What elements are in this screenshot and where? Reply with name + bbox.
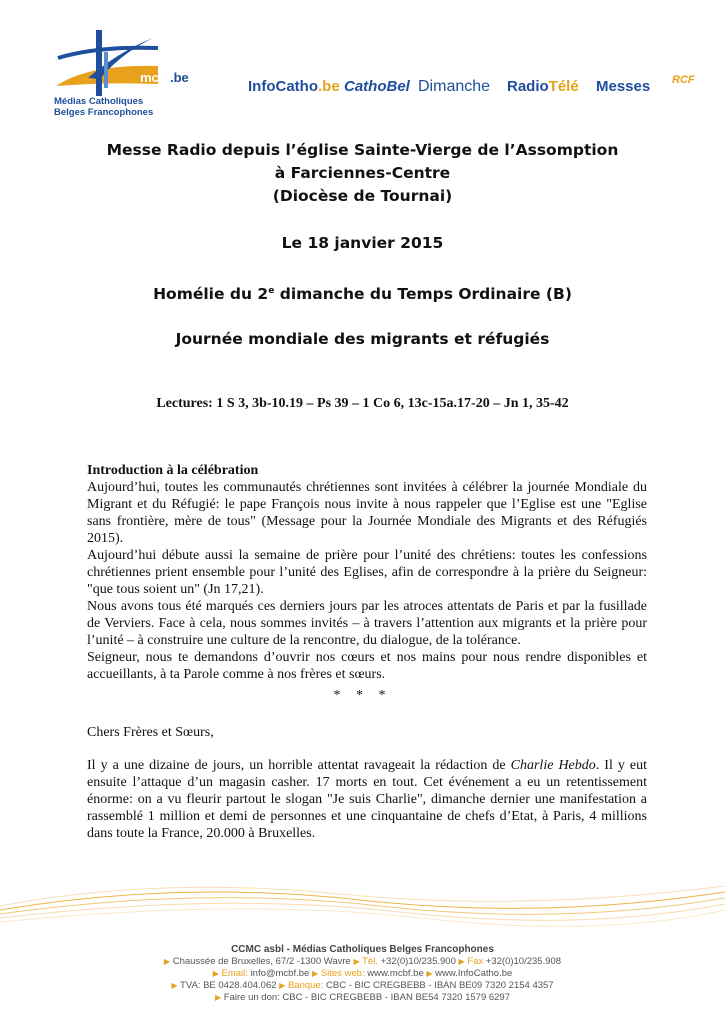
homily-paragraph-1 <box>87 757 647 842</box>
brand-infocatho <box>248 78 340 95</box>
footer-address-line <box>0 956 725 968</box>
footer-don-line <box>0 992 725 1004</box>
title-journee: Journée mondiale des migrants et réfugiés <box>175 330 550 348</box>
brand-dimanche: Dimanche <box>418 78 491 95</box>
logo-line1: Médias Catholiques <box>54 96 144 107</box>
brand-rcf: RCF <box>672 74 695 86</box>
footer-wave-decoration <box>0 870 725 940</box>
logo-line2: Belges Francophones <box>54 107 154 118</box>
homily-title-post: dimanche du Temps Ordinaire (B) <box>274 285 572 304</box>
brand-infocatho-name: InfoCatho <box>248 78 318 95</box>
footer-marker-8: ▶ <box>279 981 286 990</box>
intro-paragraph-1: Aujourd’hui, toutes les communautés chrétiennes sont invitées à célébrer la journée Mondiale du Migrant et du Réfugié: le pape François nous invite à nous rappeler que l’Eglise est une "Eglise sans frontière, mère de tous" (Message pour la Journée Mondiale des Migrants et des Réfugiés 2015). <box>87 480 647 546</box>
footer-marker-5: ▶ <box>311 969 319 978</box>
homily-title-pre: Homélie du 2 <box>153 285 269 304</box>
footer-email[interactable]: info@mcbf.be <box>250 968 310 979</box>
title-line3: (Diocèse de Tournai) <box>272 187 453 205</box>
footer-web2[interactable]: www.InfoCatho.be <box>435 968 513 979</box>
intro-paragraph-2: Aujourd’hui débute aussi la semaine de prière pour l’unité des chrétiens: toutes les confessions chrétiennes prient ensemble pour l’unité des Eglises, afin de correspondre à la prière du Seigneur: "que tous soient un" (Jn 17,21). <box>87 548 647 597</box>
logo-org-name <box>54 96 153 118</box>
title-homily <box>0 280 725 305</box>
footer-fax-label: Fax <box>467 956 484 967</box>
footer-address: Chaussée de Bruxelles, 67/2 -1300 Wavre <box>172 956 351 967</box>
title-line1: Messe Radio depuis l’église Sainte-Vierge de l’Assomption <box>106 141 619 159</box>
footer-web1[interactable]: www.mcbf.be <box>367 968 424 979</box>
footer-tel-label: Tél. <box>362 956 378 967</box>
footer-bank-line <box>0 980 725 992</box>
homily-p1-part-b: . Il y eut ensuite l’attaque d’un magasin casher. 17 morts en tout. Cet événement a eu un retentissement énorme: on a vu fleurir partout le slogan "Je suis Charlie", dimanche dernier une manifestation a rassemblé 1 million et demi de personnes et une cinquantaine de chefs d’Etat, à Paris, 4 millions dans toute la France, 20.000 à Bruxelles. <box>87 758 648 841</box>
footer <box>0 944 725 1004</box>
brand-infocatho-tld: .be <box>317 78 340 95</box>
homily-p1-emphasis: Charlie Hebdo <box>510 758 596 773</box>
footer-banque-label: Banque: <box>287 980 324 991</box>
greeting: Chers Frères et Sœurs, <box>87 725 214 740</box>
footer-marker-9: ▶ <box>215 993 222 1002</box>
intro-paragraph-4: Seigneur, nous te demandons d’ouvrir nos cœurs et nos mains pour nous rendre disponibles et accueillants, à ta Parole comme à nos frères et sœurs. <box>87 650 647 682</box>
footer-marker-1: ▶ <box>163 957 171 966</box>
footer-tel: +32(0)10/235.900 <box>380 956 456 967</box>
footer-marker-6: ▶ <box>426 969 433 978</box>
footer-marker-3: ▶ <box>458 957 465 966</box>
title-date: Le 18 janvier 2015 <box>281 234 444 252</box>
footer-contact-line <box>0 968 725 980</box>
brand-tele: Télé <box>548 78 579 95</box>
footer-web-label: Sites web: <box>320 968 365 979</box>
homily-title-sup: e <box>268 286 275 296</box>
footer-marker-4: ▶ <box>212 969 219 978</box>
brand-radio: Radio <box>507 78 549 95</box>
lectures: Lectures: 1 S 3, 3b-10.19 – Ps 39 – 1 Co 6, 13c-15a.17-20 – Jn 1, 35-42 <box>156 396 569 411</box>
title-line2: à Farciennes-Centre <box>274 164 451 182</box>
footer-email-label: Email: <box>221 968 248 979</box>
logo-be-text: .be <box>170 70 189 85</box>
footer-marker-7: ▶ <box>171 981 178 990</box>
brand-strip <box>248 74 698 100</box>
homily-section <box>87 757 647 842</box>
brand-cathobel: CathoBel <box>344 78 410 95</box>
brand-radiotele <box>507 78 579 95</box>
intro-paragraph-3: Nous avons tous été marqués ces derniers jours par les atroces attentats de Paris et par la fusillade de Verviers. Face à cela, nous sommes invités – à travers l’attention aux migrants et la prière pour l’unité – à construire une culture de la rencontre, du dialogue, de la tolérance. <box>87 599 647 648</box>
footer-tva: TVA: BE 0428.404.062 <box>180 980 277 991</box>
separator-stars: * * * <box>333 688 392 703</box>
intro-section <box>87 462 647 683</box>
homily-p1-part-a: Il y a une dizaine de jours, un horrible attentat ravageait la rédaction de <box>87 758 511 773</box>
footer-org: CCMC asbl - Médias Catholiques Belges Francophones <box>231 944 494 955</box>
brand-messes: Messes <box>596 78 651 95</box>
footer-don: Faire un don: CBC - BIC CREGBEBB - IBAN BE54 7320 1579 6297 <box>223 992 510 1003</box>
footer-fax: +32(0)10/235.908 <box>485 956 562 967</box>
mcbf-logo <box>48 24 189 120</box>
footer-banque: CBC - BIC CREGBEBB - IBAN BE09 7320 2154 4357 <box>326 980 554 991</box>
logo-mcbf-text: mcbf <box>140 70 172 85</box>
footer-marker-2: ▶ <box>353 957 360 966</box>
intro-heading: Introduction à la célébration <box>87 463 259 478</box>
